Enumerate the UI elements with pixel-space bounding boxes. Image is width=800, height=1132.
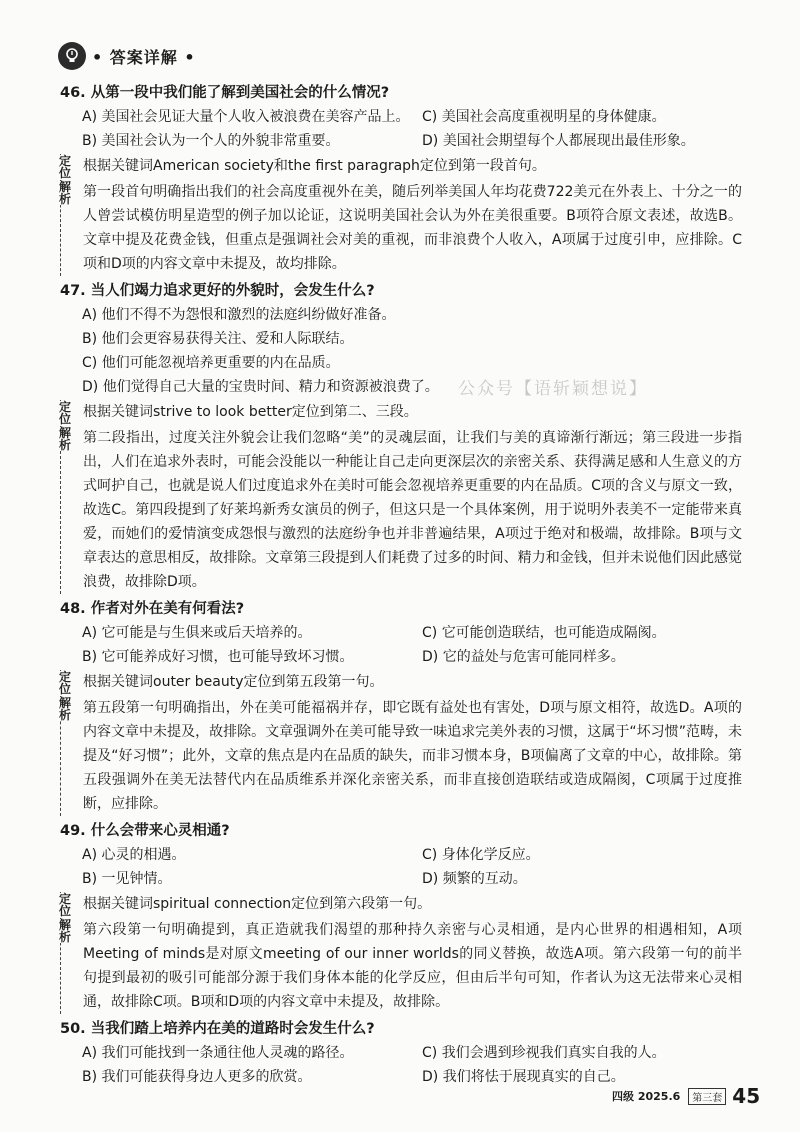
options: [60, 304, 742, 398]
option-c: C) 他们可能忽视培养更重要的内在品质。: [82, 355, 340, 371]
option-c: C) 身体化学反应。: [422, 847, 540, 863]
option-b: B) 他们会更容易获得关注、爱和人际联结。: [82, 331, 354, 347]
lightbulb-icon: [58, 42, 86, 70]
option-a: A) 它可能是与生俱来或后天培养的。: [82, 625, 312, 641]
option-c: C) 美国社会高度重视明星的身体健康。: [422, 109, 666, 125]
locate-note: [60, 892, 742, 916]
page-number: 45: [732, 1084, 761, 1108]
analysis-tag: 解析: [59, 180, 72, 206]
options: [60, 844, 742, 890]
analysis-text: 第二段指出，过度关注外貌会让我们忽略“美”的灵魂层面，让我们与美的真谛渐行渐远；第三段进一步指出，人们在追求外表时，可能会没能以一种能让自己走向更深层次的亲密关系、获得满足感和人生意义的方式呵护自己，也就是说人们过度追求外在美时可能会忽视培养更重要的内在品质。C项的含义与原文一致，故选C。第四段提到了好莱坞新秀女演员的例子，但这只是一个具体案例，用于说明外表美不一定能带来真爱，而她们的爱情演变成怨恨与激烈的法庭纷争也并非普遍结果，A项过于绝对和极端，故排除。B项与文章表达的意思相反，故排除。文章第三段提到人们耗费了过多的时间、精力和金钱，但并未说他们因此感觉浪费，故排除D项。: [83, 430, 742, 590]
locate-text: 根据关键词American society和the first paragraph定位到第一段首句。: [83, 158, 546, 174]
option-b: B) 我们可能获得身边人更多的欣赏。: [82, 1069, 312, 1085]
analysis-text: 第六段第一句明确提到，真正造就我们渴望的那种持久亲密与心灵相通，是内心世界的相遇相知，A项Meeting of minds是对原文meeting of our inner worlds的同义替换，故选A项。第六段第一句的前半句提到最初的吸引可能部分源于我们身体本能的化学反应，但由后半句可知，作者认为这无法带来心灵相通，故排除C项。B项和D项的内容文章中未提及，故排除。: [83, 922, 742, 1010]
locate-note: [60, 670, 742, 694]
analysis-tag: 解析: [59, 426, 72, 452]
answer-content: [60, 78, 742, 1088]
watermark: 公众号【语斩颖想说】: [458, 379, 648, 399]
locate-tag: 定位: [59, 670, 72, 696]
option-d: D) 美国社会期望每个人都展现出最佳形象。: [422, 133, 695, 149]
analysis-text: 第五段第一句明确指出，外在美可能福祸并存，即它既有益处也有害处，D项与原文相符，故选D。A项的内容文章中未提及，故排除。文章强调外在美可能导致一味追求完美外表的习惯，这属于“坏习惯”范畴，未提及“好习惯”；此外，文章的焦点是内在品质的缺失，而非习惯本身，B项偏离了文章的中心，故排除。第五段强调外在美无法替代内在品质维系并深化亲密关系，而非直接创造联结或造成隔阂，C项属于过度推断，应排除。: [83, 700, 742, 812]
page-title: • 答案详解 •: [92, 47, 196, 67]
locate-note: [60, 400, 742, 424]
locate-tag: 定位: [59, 154, 72, 180]
option-b: B) 一见钟情。: [82, 871, 172, 887]
option-c: C) 我们会遇到珍视我们真实自我的人。: [422, 1045, 666, 1061]
option-d: D) 我们将怯于展现真实的自己。: [422, 1069, 625, 1085]
question-title: 49. 什么会带来心灵相通?: [60, 823, 230, 839]
analysis-note: [60, 918, 742, 1014]
locate-text: 根据关键词spiritual connection定位到第六段第一句。: [83, 896, 432, 912]
question-title: 47. 当人们竭力追求更好的外貌时，会发生什么?: [60, 283, 375, 299]
locate-text: 根据关键词outer beauty定位到第五段第一句。: [83, 674, 384, 690]
locate-tag: 定位: [59, 892, 72, 918]
locate-text: 根据关键词strive to look better定位到第二、三段。: [83, 404, 418, 420]
volume-badge: 第三套: [688, 1088, 726, 1105]
analysis-note: [60, 426, 742, 594]
question-49: [60, 820, 742, 1014]
option-a: A) 心灵的相遇。: [82, 847, 186, 863]
options: [60, 622, 742, 668]
option-d: D) 频繁的互动。: [422, 871, 527, 887]
option-d: D) 它的益处与危害可能同样多。: [422, 649, 625, 665]
analysis-text: 第一段首句明确指出我们的社会高度重视外在美，随后列举美国人年均花费722美元在外表上、十分之一的人曾尝试模仿明星造型的例子加以论证，这说明美国社会认为外在美很重要。B项符合原文表述，故选B。文章中提及花费金钱，但重点是强调社会对美的重视，而非浪费个人收入，A项属于过度引申，应排除。C项和D项的内容文章中未提及，故均排除。: [83, 184, 742, 272]
option-a: A) 美国社会见证大量个人收入被浪费在美容产品上。: [82, 109, 410, 125]
question-47: [60, 280, 742, 594]
analysis-note: [60, 180, 742, 276]
options: [60, 1042, 742, 1088]
analysis-tag: 解析: [59, 696, 72, 722]
option-a: A) 我们可能找到一条通往他人灵魂的路径。: [82, 1045, 354, 1061]
option-a: A) 他们不得不为怨恨和激烈的法庭纠纷做好准备。: [82, 307, 396, 323]
question-title: 46. 从第一段中我们能了解到美国社会的什么情况?: [60, 85, 390, 101]
question-48: [60, 598, 742, 816]
question-title: 50. 当我们踏上培养内在美的道路时会发生什么?: [60, 1021, 375, 1037]
option-b: B) 它可能养成好习惯，也可能导致坏习惯。: [82, 649, 354, 665]
analysis-tag: 解析: [59, 918, 72, 944]
question-title: 48. 作者对外在美有何看法?: [60, 601, 245, 617]
exam-level: 四级 2025.6: [612, 1090, 681, 1103]
page-footer: [612, 1084, 760, 1108]
options: [60, 106, 742, 152]
locate-tag: 定位: [59, 400, 72, 426]
question-50: [60, 1018, 742, 1088]
question-46: [60, 82, 742, 276]
option-b: B) 美国社会认为一个人的外貌非常重要。: [82, 133, 340, 149]
section-header: [58, 40, 196, 72]
option-d: D) 他们觉得自己大量的宝贵时间、精力和资源被浪费了。: [82, 379, 439, 395]
option-c: C) 它可能创造联结，也可能造成隔阂。: [422, 625, 666, 641]
locate-note: [60, 154, 742, 178]
analysis-note: [60, 696, 742, 816]
